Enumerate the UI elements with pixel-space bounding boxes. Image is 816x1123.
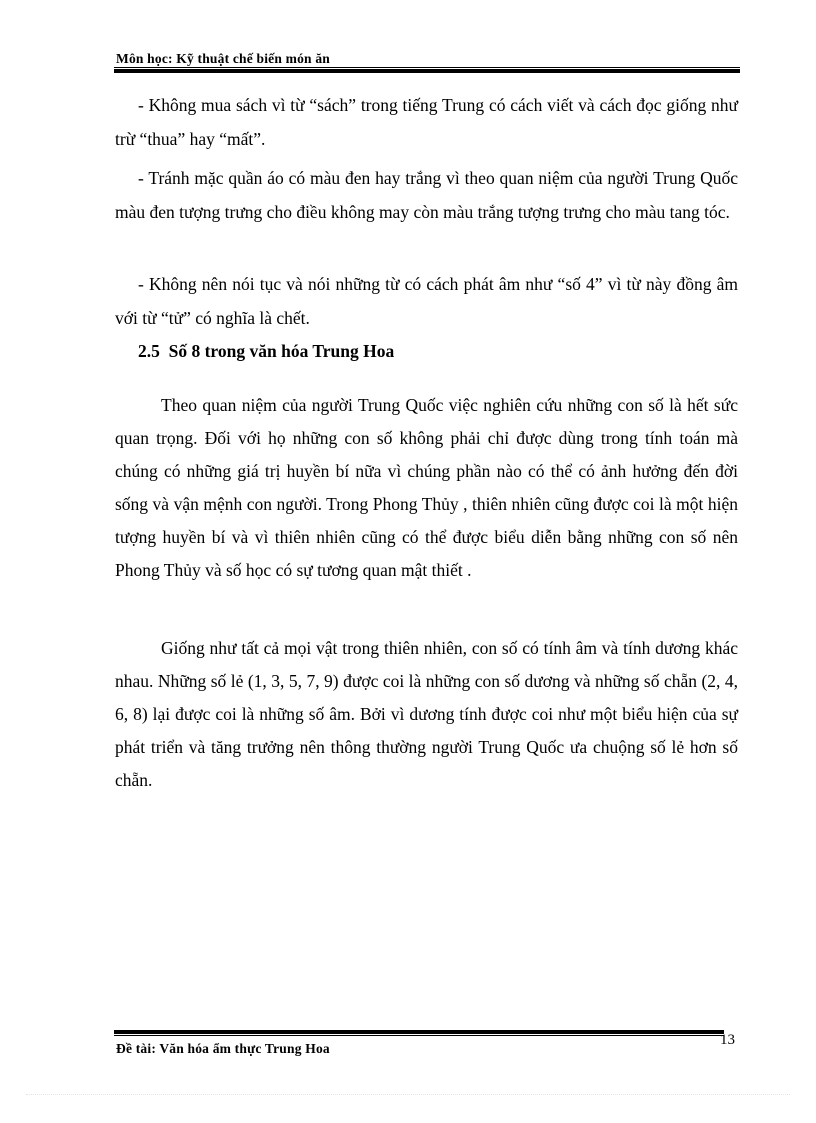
footer-rule-thin	[114, 1035, 724, 1036]
paragraph-number-four	[115, 268, 738, 335]
paragraph-clothing	[115, 162, 738, 229]
footer-rule	[114, 1030, 724, 1037]
footer-rule-thick	[114, 1030, 724, 1034]
header-rule-thin	[114, 67, 740, 68]
header-title: Môn học: Kỹ thuật chế biến món ăn	[116, 51, 330, 66]
paragraph-text: - Tránh mặc quần áo có màu đen hay trắng vì theo quan niệm của người Trung Quốc màu đen tượng trưng cho điều không may còn màu trắng tượng trưng cho màu tang tóc.	[115, 168, 738, 222]
footer-title: Đề tài: Văn hóa ẩm thực Trung Hoa	[116, 1041, 330, 1056]
section-number: 2.5	[138, 341, 160, 361]
paragraph-text: - Không mua sách vì từ “sách” trong tiếng Trung có cách viết và cách đọc giống như trừ “thua” hay “mất”.	[115, 95, 738, 149]
section-heading	[138, 341, 394, 362]
paragraph-text: - Không nên nói tục và nói những từ có cách phát âm như “số 4” vì từ này đồng âm với từ “tử” có nghĩa là chết.	[115, 274, 738, 328]
page-number: 13	[720, 1032, 735, 1048]
page-edge-dotted-line	[26, 1094, 790, 1095]
header-rule	[114, 67, 740, 74]
paragraph-yin-yang	[115, 632, 738, 797]
paragraph-numerology	[115, 389, 738, 586]
section-title: Số 8 trong văn hóa Trung Hoa	[168, 341, 395, 361]
paragraph-books	[115, 89, 738, 156]
paragraph-text: Giống như tất cả mọi vật trong thiên nhiên, con số có tính âm và tính dương khác nhau. Những số lẻ (1, 3, 5, 7, 9) được coi là những con số dương và những số chẵn (2, 4, 6, 8) lại được coi là những số âm. Bởi vì dương tính được coi như một biểu hiện của sự phát triển và tăng trưởng nên thông thường người Trung Quốc ưa chuộng số lẻ hơn số chẵn.	[115, 638, 738, 790]
paragraph-text: Theo quan niệm của người Trung Quốc việc nghiên cứu những con số là hết sức quan trọng. Đối với họ những con số không phải chỉ được dùng trong tính toán mà chúng có những giá trị huyền bí nữa vì chúng phần nào có thể có ảnh hưởng đến đời sống và vận mệnh con người. Trong Phong Thủy , thiên nhiên cũng được coi là một hiện tượng huyền bí và vì thiên nhiên cũng có thể được biểu diễn bằng những con số nên Phong Thủy và số học có sự tương quan mật thiết .	[115, 395, 738, 580]
header-rule-thick	[114, 69, 740, 73]
